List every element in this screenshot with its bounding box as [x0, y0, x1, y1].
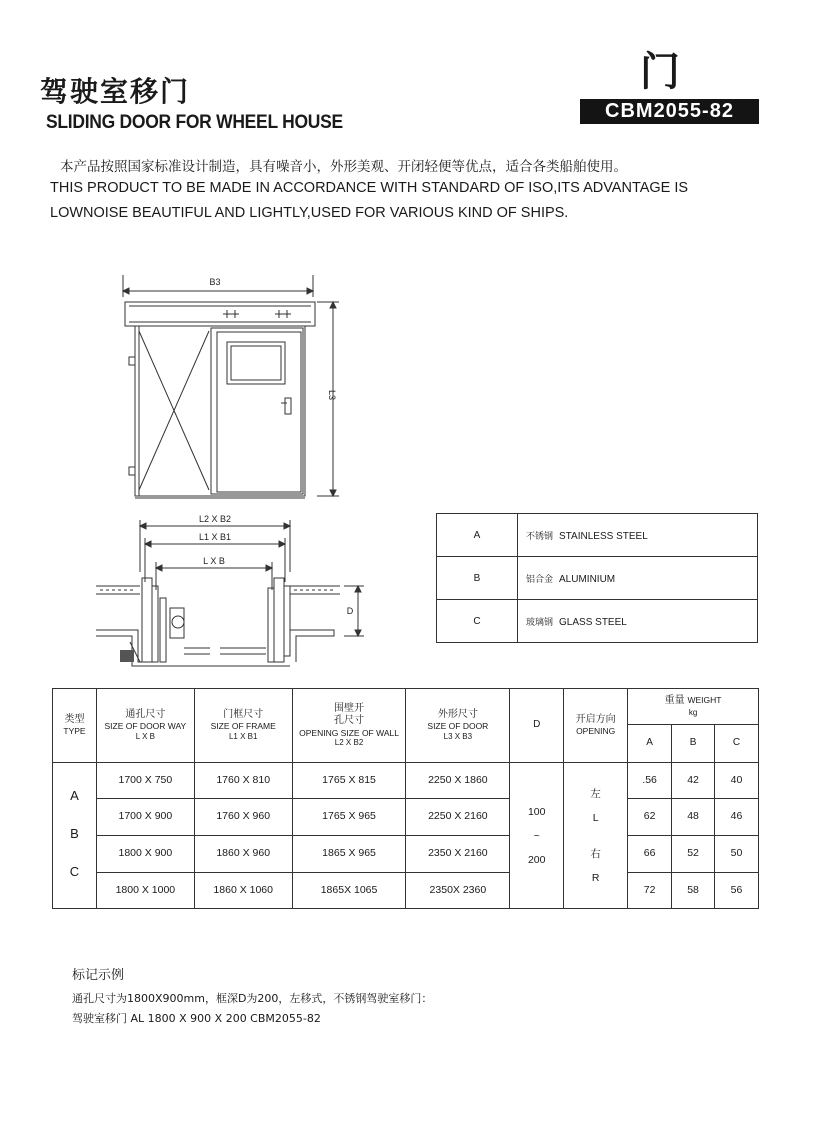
material-name [518, 557, 758, 600]
spec-header-row [53, 689, 759, 725]
cell-weight-a: 62 [628, 799, 672, 836]
header-frame: 门框尺寸 SIZE OF FRAME L1 X B1 [194, 689, 292, 763]
cell-weight-c: 50 [715, 836, 759, 873]
cell-door: 2250 X 1860 [406, 763, 510, 799]
cell-weight-c: 56 [715, 873, 759, 909]
material-name-en: STAINLESS STEEL [559, 530, 648, 542]
material-name [518, 600, 758, 643]
cell-doorway: 1800 X 900 [96, 836, 194, 873]
page-title-cn: 驾驶室移门 [40, 75, 191, 108]
material-code: B [437, 557, 518, 600]
cell-weight-a: 72 [628, 873, 672, 909]
header-wall: 围壁开 孔尺寸 OPENING SIZE OF WALL L2 X B2 [292, 689, 406, 763]
cell-weight-c: 46 [715, 799, 759, 836]
header-doorway: 通孔尺寸 SIZE OF DOOR WAY L X B [96, 689, 194, 763]
cell-weight-a: .56 [628, 763, 672, 799]
header-weight-b: B [672, 725, 715, 763]
header-opening: 开启方向 OPENING [564, 689, 628, 763]
material-row [437, 600, 758, 643]
page-title-en: SLIDING DOOR FOR WHEEL HOUSE [46, 112, 343, 133]
label-d: D [346, 606, 354, 616]
category-char: 门 [640, 49, 680, 95]
material-row [437, 557, 758, 600]
material-name-cn: 不锈钢 [526, 530, 554, 541]
cell-opening: 左 L 右 R [564, 763, 628, 909]
cell-weight-a: 66 [628, 836, 672, 873]
header-type: 类型 TYPE [53, 689, 97, 763]
cell-weight-b: 42 [672, 763, 715, 799]
spec-table [52, 688, 759, 909]
material-row [437, 514, 758, 557]
material-name-cn: 玻璃钢 [526, 616, 554, 627]
cell-frame: 1860 X 1060 [194, 873, 292, 909]
cell-wall: 1765 X 815 [292, 763, 406, 799]
cell-doorway: 1700 X 900 [96, 799, 194, 836]
cell-door: 2350X 2360 [406, 873, 510, 909]
material-name-en: GLASS STEEL [559, 616, 627, 628]
table-row [53, 873, 759, 909]
type-list: A B C [53, 763, 97, 909]
cell-doorway: 1700 X 750 [96, 763, 194, 799]
cell-weight-b: 48 [672, 799, 715, 836]
material-name [518, 514, 758, 557]
label-l1b1: L1 X B1 [198, 532, 232, 542]
header-weight: 重量 WEIGHT kg [628, 689, 759, 725]
table-row [53, 763, 759, 799]
door-elevation-drawing [115, 265, 355, 505]
door-section-drawing [90, 512, 370, 672]
cell-weight-b: 58 [672, 873, 715, 909]
header-weight-c: C [715, 725, 759, 763]
label-b3: B3 [209, 277, 221, 287]
table-row [53, 836, 759, 873]
cell-frame: 1760 X 810 [194, 763, 292, 799]
label-l3: L3 [327, 389, 337, 401]
cell-d-range: 100 ~ 200 [510, 763, 564, 909]
header-d: D [510, 689, 564, 763]
description-en-line2: LOWNOISE BEAUTIFUL AND LIGHTLY,USED FOR VARIOUS KIND OF SHIPS. [50, 205, 569, 221]
cell-weight-c: 40 [715, 763, 759, 799]
description-cn: 本产品按照国家标准设计制造，具有噪音小，外形美观、开闭轻便等优点，适合各类船舶使用。 [60, 159, 627, 175]
cell-door: 2350 X 2160 [406, 836, 510, 873]
cell-wall: 1865 X 965 [292, 836, 406, 873]
label-l2b2: L2 X B2 [198, 514, 232, 524]
cell-doorway: 1800 X 1000 [96, 873, 194, 909]
cell-frame: 1860 X 960 [194, 836, 292, 873]
cell-frame: 1760 X 960 [194, 799, 292, 836]
example-line2: 驾驶室移门 AL 1800 X 900 X 200 CBM2055-82 [72, 1012, 321, 1025]
table-row [53, 799, 759, 836]
cell-weight-b: 52 [672, 836, 715, 873]
cell-wall: 1865X 1065 [292, 873, 406, 909]
description-en-line1: THIS PRODUCT TO BE MADE IN ACCORDANCE WITH STANDARD OF ISO,ITS ADVANTAGE IS [50, 180, 689, 196]
example-title: 标记示例 [72, 968, 125, 983]
cell-wall: 1765 X 965 [292, 799, 406, 836]
material-code: A [437, 514, 518, 557]
cell-door: 2250 X 2160 [406, 799, 510, 836]
example-line1: 通孔尺寸为1800X900mm，框深D为200，左移式，不锈钢驾驶室移门： [72, 992, 433, 1005]
product-code-badge: CBM2055-82 [580, 99, 759, 124]
header-weight-a: A [628, 725, 672, 763]
header-door: 外形尺寸 SIZE OF DOOR L3 X B3 [406, 689, 510, 763]
materials-table [436, 513, 758, 643]
material-code: C [437, 600, 518, 643]
label-lb: L X B [203, 556, 225, 566]
material-name-en: ALUMINIUM [559, 573, 616, 585]
material-name-cn: 铝合金 [526, 573, 554, 584]
